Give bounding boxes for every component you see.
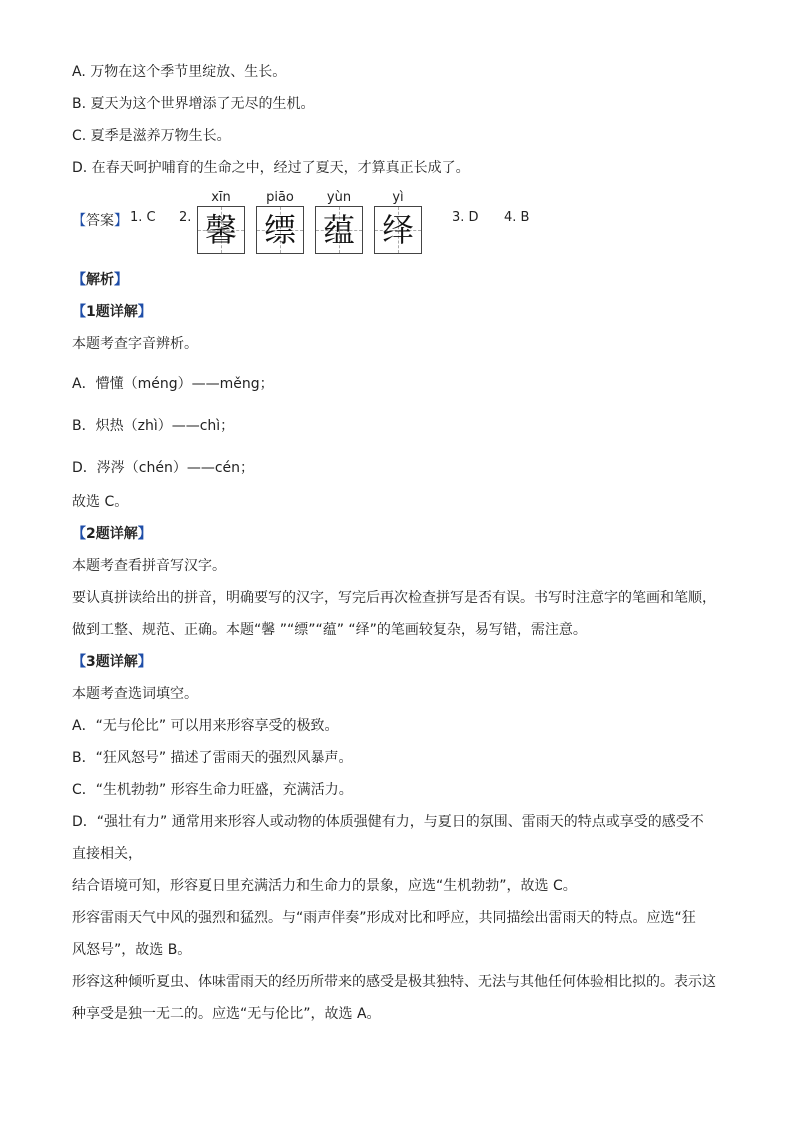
q1-item-d: D．涔涔（chén）——cén；: [72, 460, 255, 476]
answer-3: 3. D: [452, 210, 479, 225]
q3-para1: 结合语境可知，形容夏日里充满活力和生命力的景象，应选“生机勃勃”，故选 C。: [72, 878, 577, 894]
pinyin: yì: [392, 190, 404, 205]
tianzige-box: [256, 206, 304, 254]
q3-para2-line1: 形容雷雨天气中风的强烈和猛烈。与“雨声伴奏”形成对比和呼应，共同描绘出雷雨天的特点。应选“狂: [72, 910, 696, 926]
q3-para3-line1: 形容这种倾听夏虫、体味雷雨天的经历所带来的感受是极其独特、无法与其他任何体验相比拟的。表示这: [72, 974, 716, 990]
q3-item-c: C．“生机勃勃” 形容生命力旺盛，充满活力。: [72, 782, 353, 798]
pinyin: xīn: [211, 190, 231, 205]
q3-para3-line2: 种享受是独一无二的。应选“无与伦比”，故选 A。: [72, 1006, 381, 1022]
bracket-open: 【: [72, 213, 86, 229]
pinyin-cell-4: [374, 190, 422, 254]
q3-heading: 【3题详解】: [72, 654, 152, 670]
answer-label-text: 答案: [86, 213, 114, 229]
answer-label: [72, 210, 128, 230]
hanzi: 绎: [381, 211, 414, 249]
q2-heading: 【2题详解】: [72, 526, 152, 542]
answer-1: 1. C: [130, 210, 156, 225]
hanzi: 蕴: [322, 211, 355, 249]
q2-body-line2: 做到工整、规范、正确。本题“馨 ”“缥”“蕴” “绎”的笔画较复杂，易写错，需注意。: [72, 622, 587, 638]
q3-item-d-line2: 直接相关，: [72, 846, 142, 862]
bracket-close: 】: [114, 213, 128, 229]
answer-4: 4. B: [504, 210, 530, 225]
tianzige-box: [197, 206, 245, 254]
pinyin-cell-3: [315, 190, 363, 254]
option-c: C. 夏季是滋养万物生长。: [72, 128, 231, 144]
q1-item-b: B．炽热（zhì）——chì；: [72, 418, 235, 434]
pinyin-cell-2: [256, 190, 304, 254]
document-page: [72, 62, 722, 1036]
q2-intro: 本题考查看拼音写汉字。: [72, 558, 226, 574]
tianzige-box: [315, 206, 363, 254]
option-d: D. 在春天呵护哺育的生命之中，经过了夏天，才算真正长成了。: [72, 160, 470, 176]
answer-row: [72, 190, 722, 268]
q3-intro: 本题考查选词填空。: [72, 686, 198, 702]
q3-item-d-line1: D．“强壮有力” 通常用来形容人或动物的体质强健有力，与夏日的氛围、雷雨天的特点或享受的感受不: [72, 814, 704, 830]
answer-2-label: 2.: [179, 210, 192, 225]
option-b: B. 夏天为这个世界增添了无尽的生机。: [72, 96, 315, 112]
hanzi: 馨: [204, 211, 237, 249]
q3-item-a: A．“无与伦比” 可以用来形容享受的极致。: [72, 718, 339, 734]
analysis-heading: 【解析】: [72, 272, 128, 288]
q1-item-a: A．懵懂（méng）——měng；: [72, 376, 274, 392]
pinyin: yùn: [326, 190, 352, 205]
q3-para2-line2: 风怒号”，故选 B。: [72, 942, 192, 958]
q1-conclusion: 故选 C。: [72, 494, 129, 510]
q2-body-line1: 要认真拼读给出的拼音，明确要写的汉字，写完后再次检查拼写是否有误。书写时注意字的笔画和笔顺，: [72, 590, 716, 606]
hanzi: 缥: [263, 211, 296, 249]
pinyin-cell-1: [197, 190, 245, 254]
q1-heading: 【1题详解】: [72, 304, 152, 320]
q1-intro: 本题考查字音辨析。: [72, 336, 198, 352]
option-a: A. 万物在这个季节里绽放、生长。: [72, 64, 287, 80]
pinyin: piāo: [266, 190, 294, 205]
tianzige-box: [374, 206, 422, 254]
q3-item-b: B．“狂风怒号” 描述了雷雨天的强烈风暴声。: [72, 750, 353, 766]
